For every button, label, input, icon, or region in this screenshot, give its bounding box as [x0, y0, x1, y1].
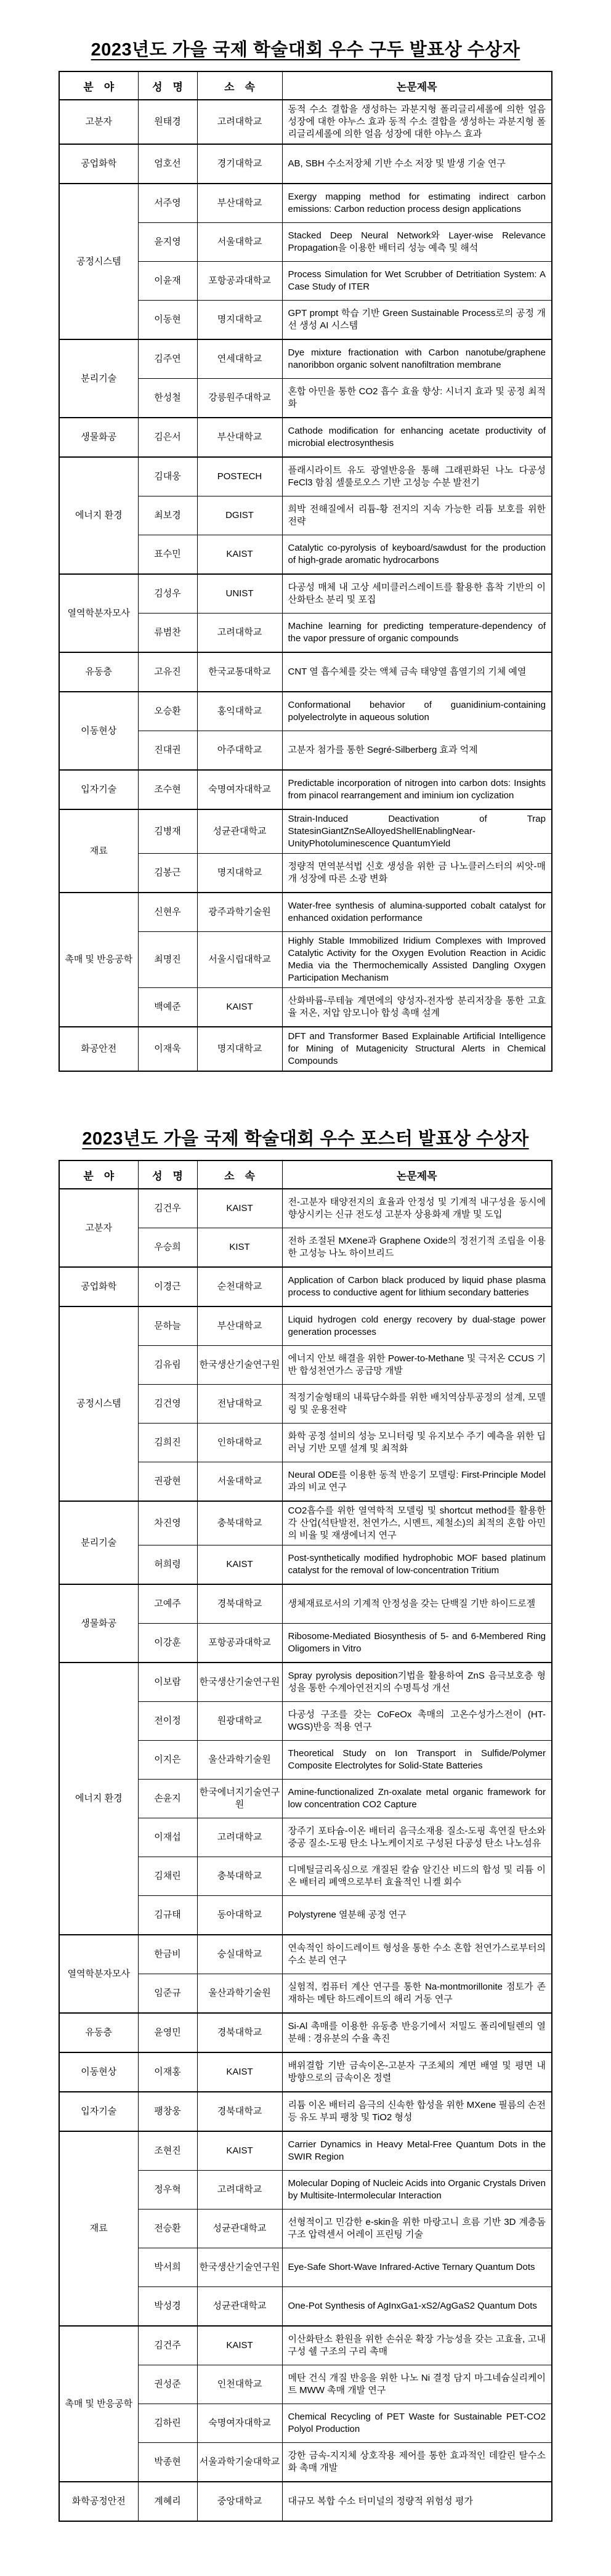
field-cell: 생물화공 — [59, 418, 138, 457]
title-cell: 실험적, 컴퓨터 계산 연구를 통한 Na-montmorillonite 점토가 존재하는 메탄 하드레이트의 해리 거동 연구 — [282, 1974, 552, 2014]
field-cell: 화학공정안전 — [59, 2482, 138, 2521]
affil-cell: 고려대학교 — [197, 2171, 282, 2209]
header-row — [59, 1160, 552, 1189]
affil-cell: 울산과학기술원 — [197, 1974, 282, 2014]
title-cell: CNT 열 흡수체를 갖는 액체 금속 태양열 흡열기의 기체 예열 — [282, 652, 552, 692]
field-cell: 유동층 — [59, 2013, 138, 2052]
name-cell: 진대권 — [138, 731, 197, 771]
name-cell: 권성준 — [138, 2365, 197, 2404]
table-row — [59, 1027, 552, 1071]
table-row — [59, 1267, 552, 1306]
affil-cell: 경북대학교 — [197, 2092, 282, 2131]
title-cell: 다공성 매체 내 고상 세미클러스레이트를 활용한 흡착 기반의 이산화탄소 분리 및 포집 — [282, 574, 552, 614]
name-cell: 류범찬 — [138, 614, 197, 653]
table-row — [59, 574, 552, 614]
name-cell: 손윤지 — [138, 1780, 197, 1818]
name-cell: 최보경 — [138, 496, 197, 535]
name-cell: 김규태 — [138, 1896, 197, 1935]
section-spacer — [0, 1072, 611, 1125]
affil-cell: KAIST — [197, 2131, 282, 2171]
title-cell: Chemical Recycling of PET Waste for Sustainable PET-CO2 Polyol Production — [282, 2404, 552, 2443]
affil-cell: 숙명여자대학교 — [197, 770, 282, 809]
affil-cell: 충북대학교 — [197, 1857, 282, 1896]
name-cell: 이동현 — [138, 301, 197, 340]
affil-cell: 포항공과대학교 — [197, 262, 282, 301]
table-row — [59, 2482, 552, 2521]
affil-cell: 전남대학교 — [197, 1385, 282, 1424]
name-cell: 최명진 — [138, 932, 197, 988]
table-row — [59, 1663, 552, 1702]
name-cell: 김건주 — [138, 2326, 197, 2365]
title-cell: 플래시라이트 유도 광열반응을 통해 그래핀화된 나노 다공성 FeCl3 함침 셀룰로오스 기반 고성능 수분 발전기 — [282, 457, 552, 496]
title-cell: AB, SBH 수소저장체 기반 수소 저장 및 발생 기술 연구 — [282, 144, 552, 184]
title-cell: DFT and Transformer Based Explainable Artificial Intelligence for Mining of Mutagenicity Structural Alerts in Chemical Compounds — [282, 1027, 552, 1071]
name-cell: 신현우 — [138, 893, 197, 932]
affil-cell: 성균관대학교 — [197, 2209, 282, 2248]
name-cell: 우승희 — [138, 1228, 197, 1268]
affil-cell: 한국생산기술연구원 — [197, 1346, 282, 1385]
title-cell: 전하 조절된 MXene과 Graphene Oxide의 정전기적 조립을 이용한 고성능 나노 하이브리드 — [282, 1228, 552, 1268]
table-body — [59, 1189, 552, 2521]
table-row — [59, 100, 552, 144]
title-cell: 생체재료로서의 기계적 안정성을 갖는 단백질 기반 하이드로젤 — [282, 1584, 552, 1624]
affil-cell: 포항공과대학교 — [197, 1624, 282, 1663]
header-row — [59, 71, 552, 100]
name-cell: 김희진 — [138, 1424, 197, 1462]
name-cell: 정우혁 — [138, 2171, 197, 2209]
name-cell: 오승환 — [138, 692, 197, 731]
affil-cell: 명지대학교 — [197, 1027, 282, 1071]
header-name: 성 명 — [138, 71, 197, 100]
title-cell: 선형적이고 민감한 e-skin을 위한 마랑고니 흐름 기반 3D 계층돔 구조 압력센서 어레이 프린팅 기술 — [282, 2209, 552, 2248]
title-cell: Post-synthetically modified hydrophobic MOF based platinum catalyst for the removal of low-concentration Tritium — [282, 1545, 552, 1585]
name-cell: 한성철 — [138, 379, 197, 418]
title-cell: 화학 공정 설비의 성능 모니터링 및 유지보수 주기 예측을 위한 딥러닝 기반 모델 설계 및 최적화 — [282, 1424, 552, 1462]
field-cell: 공정시스템 — [59, 1306, 138, 1501]
affil-cell: 강릉원주대학교 — [197, 379, 282, 418]
field-cell: 촉매 및 반응공학 — [59, 893, 138, 1027]
header-affiliation: 소 속 — [197, 1160, 282, 1189]
field-cell: 에너지 환경 — [59, 457, 138, 574]
affil-cell: KAIST — [197, 1545, 282, 1585]
affil-cell: 한국교통대학교 — [197, 652, 282, 692]
title-cell: GPT prompt 학습 기반 Green Sustainable Process로의 공정 개선 생성 AI 시스템 — [282, 301, 552, 340]
title-cell: Water-free synthesis of alumina-supported cobalt catalyst for enhanced oxidation performance — [282, 893, 552, 932]
table-row — [59, 652, 552, 692]
table-row — [59, 770, 552, 809]
affil-cell: KAIST — [197, 988, 282, 1027]
title-cell: 디메틸글리옥심으로 개질된 칼슘 알긴산 비드의 합성 및 리튬 이온 배터리 폐액으로부터 효율적인 니켈 회수 — [282, 1857, 552, 1896]
field-cell: 이동현상 — [59, 2052, 138, 2092]
field-cell: 촉매 및 반응공학 — [59, 2326, 138, 2482]
table-row — [59, 184, 552, 223]
title-cell: 전-고분자 태양전지의 효율과 안정성 및 기계적 내구성을 동시에 향상시키는 신규 전도성 고분자 상용화제 개발 및 도입 — [282, 1189, 552, 1228]
name-cell: 이재욱 — [138, 1027, 197, 1071]
name-cell: 이윤재 — [138, 262, 197, 301]
name-cell: 팽창웅 — [138, 2092, 197, 2131]
header-paper-title: 논문제목 — [282, 71, 552, 100]
field-cell: 유동층 — [59, 652, 138, 692]
title-cell: Exergy mapping method for estimating indirect carbon emissions: Carbon reduction process design applications — [282, 184, 552, 223]
affil-cell: 부산대학교 — [197, 418, 282, 457]
name-cell: 전승환 — [138, 2209, 197, 2248]
title-cell: 배위결합 기반 금속이온-고분자 구조체의 계면 배열 및 평면 내 방향으로의 금속이온 정렬 — [282, 2052, 552, 2092]
title-cell: One-Pot Synthesis of AgInxGa1-xS2/AgGaS2 Quantum Dots — [282, 2287, 552, 2327]
name-cell: 한금비 — [138, 1935, 197, 1974]
name-cell: 김채린 — [138, 1857, 197, 1896]
title-cell: Catalytic co-pyrolysis of keyboard/sawdust for the production of high-grade aromatic hydrocarbons — [282, 535, 552, 575]
name-cell: 김대웅 — [138, 457, 197, 496]
affil-cell: UNIST — [197, 574, 282, 614]
title-cell: 에너지 안보 해결을 위한 Power-to-Methane 및 극저온 CCUS 기반 합성천연가스 공급망 개발 — [282, 1346, 552, 1385]
title-cell: 다공성 구조를 갖는 CoFeOx 촉매의 고온수성가스전이 (HT-WGS)반응 적용 연구 — [282, 1702, 552, 1741]
affil-cell: 충북대학교 — [197, 1501, 282, 1545]
table-row — [59, 809, 552, 854]
name-cell: 김병재 — [138, 809, 197, 854]
title-cell: Neural ODE를 이용한 동적 반응기 모델링: First-Principle Model과의 비교 연구 — [282, 1462, 552, 1502]
name-cell: 고유진 — [138, 652, 197, 692]
name-cell: 김하린 — [138, 2404, 197, 2443]
table-row — [59, 457, 552, 496]
title-cell: 희박 전해질에서 리튬-황 전지의 지속 가능한 리튬 보호를 위한 전략 — [282, 496, 552, 535]
name-cell: 표수민 — [138, 535, 197, 575]
table-body — [59, 100, 552, 1071]
name-cell: 김건영 — [138, 1385, 197, 1424]
title-cell: Stacked Deep Neural Network와 Layer-wise Relevance Propagation을 이용한 배터리 성능 예측 및 해석 — [282, 223, 552, 262]
name-cell: 박성경 — [138, 2287, 197, 2327]
table-row — [59, 1501, 552, 1545]
affil-cell: POSTECH — [197, 457, 282, 496]
affil-cell: 명지대학교 — [197, 301, 282, 340]
affil-cell: 인천대학교 — [197, 2365, 282, 2404]
affil-cell: 홍익대학교 — [197, 692, 282, 731]
affil-cell: 서울과학기술대학교 — [197, 2443, 282, 2482]
title-cell: 장주기 포타슘-이온 배터리 음극소재용 질소-도핑 흑연질 탄소와 중공 질소-도핑 탄소 나노케이지로 구성된 다공성 탄소 나노섬유 — [282, 1818, 552, 1857]
affil-cell: 고려대학교 — [197, 614, 282, 653]
title-cell: Strain-Induced Deactivation of Trap StatesinGiantZnSeAlloyedShellEnablingNear-UnityPhotoluminescence QuantumYield — [282, 809, 552, 854]
title-cell: 대규모 복합 수소 터미널의 정량적 위험성 평가 — [282, 2482, 552, 2521]
affil-cell: 서울대학교 — [197, 223, 282, 262]
name-cell: 박종현 — [138, 2443, 197, 2482]
title-cell: 이산화탄소 환원을 위한 손쉬운 확장 가능성을 갖는 고효율, 고내구성 쉘 구조의 구리 촉매 — [282, 2326, 552, 2365]
affil-cell: 한국생산기술연구원 — [197, 2248, 282, 2287]
affil-cell: 숙명여자대학교 — [197, 2404, 282, 2443]
field-cell: 분리기술 — [59, 1501, 138, 1584]
name-cell: 김은서 — [138, 418, 197, 457]
name-cell: 윤지영 — [138, 223, 197, 262]
field-cell: 입자기술 — [59, 2092, 138, 2131]
name-cell: 김건우 — [138, 1189, 197, 1228]
title-cell: Process Simulation for Wet Scrubber of Detritiation System: A Case Study of ITER — [282, 262, 552, 301]
title-cell: 동적 수소 결합을 생성하는 과분지형 폴리글리세롤에 의한 얼음 성장에 대한 야누스 효과 동적 수소 결합을 생성하는 과분지형 폴리글리세롤에 의한 얼음 성장에 대한 야누스 효과 — [282, 100, 552, 144]
oral-awards-table — [59, 71, 552, 1072]
name-cell: 이강훈 — [138, 1624, 197, 1663]
table-row — [59, 1306, 552, 1346]
title-cell: 혼합 아민을 통한 CO2 흡수 효율 향상: 시너지 효과 및 공정 최적화 — [282, 379, 552, 418]
title-cell: Ribosome-Mediated Biosynthesis of 5- and 6-Membered Ring Oligomers in Vitro — [282, 1624, 552, 1663]
name-cell: 허희령 — [138, 1545, 197, 1585]
title-cell: 리튬 이온 배터리 음극의 신속한 합성을 위한 MXene 필름의 손전등 유도 부피 팽창 및 TiO2 형성 — [282, 2092, 552, 2131]
title-cell: Eye-Safe Short-Wave Infrared-Active Ternary Quantum Dots — [282, 2248, 552, 2287]
title-cell: CO2흡수를 위한 열역학적 모델링 및 shortcut method를 활용한 각 산업(석탄발전, 천연가스, 시멘트, 제철소)의 최적의 혼합 아민의 비율 및 재생에너지 연구 — [282, 1501, 552, 1545]
affil-cell: 성균관대학교 — [197, 2287, 282, 2327]
title-cell: Machine learning for predicting temperature-dependency of the vapor pressure of organic compounds — [282, 614, 552, 653]
affil-cell: KIST — [197, 1228, 282, 1268]
name-cell: 이경근 — [138, 1267, 197, 1306]
field-cell: 공업화학 — [59, 1267, 138, 1306]
affil-cell: 동아대학교 — [197, 1896, 282, 1935]
table-row — [59, 893, 552, 932]
field-cell: 생물화공 — [59, 1584, 138, 1663]
title-cell: 정량적 면역분석법 신호 생성을 위한 금 나노클러스터의 씨앗-매개 성장에 따른 소광 변화 — [282, 854, 552, 893]
name-cell: 전이정 — [138, 1702, 197, 1741]
affil-cell: 인하대학교 — [197, 1424, 282, 1462]
name-cell: 엄호선 — [138, 144, 197, 184]
affil-cell: 울산과학기술원 — [197, 1741, 282, 1780]
affil-cell: 숭실대학교 — [197, 1935, 282, 1974]
affil-cell: 순천대학교 — [197, 1267, 282, 1306]
name-cell: 조수현 — [138, 770, 197, 809]
title-cell: Conformational behavior of guanidinium-containing polyelectrolyte in aqueous solution — [282, 692, 552, 731]
affil-cell: 서울대학교 — [197, 1462, 282, 1502]
table-row — [59, 144, 552, 184]
field-cell: 재료 — [59, 2131, 138, 2326]
oral-awards-title: 2023년도 가을 국제 학술대회 우수 구두 발표상 수상자 — [91, 40, 520, 60]
title-cell: Liquid hydrogen cold energy recovery by dual-stage power generation processes — [282, 1306, 552, 1346]
affil-cell: 한국생산기술연구원 — [197, 1663, 282, 1702]
title-cell: Spray pyrolysis deposition기법을 활용하여 ZnS 음극보호층 형성을 통한 수계아연전지의 수명특성 개선 — [282, 1663, 552, 1702]
affil-cell: 경북대학교 — [197, 1584, 282, 1624]
name-cell: 윤영민 — [138, 2013, 197, 2052]
field-cell: 열역학분자모사 — [59, 1935, 138, 2013]
title-cell: 고분자 첨가를 통한 Segré-Silberberg 효과 억제 — [282, 731, 552, 771]
name-cell: 계혜리 — [138, 2482, 197, 2521]
field-cell: 공정시스템 — [59, 184, 138, 339]
name-cell: 이보람 — [138, 1663, 197, 1702]
title-cell: 강한 금속-지지체 상호작용 제어를 통한 효과적인 데칼린 탈수소화 촉매 개발 — [282, 2443, 552, 2482]
title-cell: Amine-functionalized Zn-oxalate metal organic framework for low concentration CO2 Capture — [282, 1780, 552, 1818]
header-name: 성 명 — [138, 1160, 197, 1189]
field-cell: 고분자 — [59, 1189, 138, 1267]
affil-cell: 원광대학교 — [197, 1702, 282, 1741]
field-cell: 화공안전 — [59, 1027, 138, 1071]
title-cell: 산화바륨-루테늄 계면에의 양성자-전자쌍 분리저장을 통한 고효율 저온, 저압 암모니아 합성 촉매 설계 — [282, 988, 552, 1027]
name-cell: 이지은 — [138, 1741, 197, 1780]
affil-cell: 성균관대학교 — [197, 809, 282, 854]
affil-cell: 아주대학교 — [197, 731, 282, 771]
header-field: 분 야 — [59, 1160, 138, 1189]
table-row — [59, 2092, 552, 2131]
name-cell: 고예주 — [138, 1584, 197, 1624]
field-cell: 분리기술 — [59, 339, 138, 418]
field-cell: 이동현상 — [59, 692, 138, 770]
name-cell: 임준규 — [138, 1974, 197, 2014]
name-cell: 박서희 — [138, 2248, 197, 2287]
table-header — [59, 1160, 552, 1189]
name-cell: 차진영 — [138, 1501, 197, 1545]
table-row — [59, 1584, 552, 1624]
table-row — [59, 2052, 552, 2092]
header-paper-title: 논문제목 — [282, 1160, 552, 1189]
affil-cell: 명지대학교 — [197, 854, 282, 893]
table-row — [59, 2131, 552, 2171]
title-cell: 적정기술형태의 내륙담수화를 위한 배치역삼투공정의 설계, 모델링 및 운용전략 — [282, 1385, 552, 1424]
title-cell: 연속적인 하이드레이트 형성을 통한 수소 혼합 천연가스로부터의 수소 분리 연구 — [282, 1935, 552, 1974]
field-cell: 재료 — [59, 809, 138, 893]
header-field: 분 야 — [59, 71, 138, 100]
title-cell: Dye mixture fractionation with Carbon nanotube/graphene nanoribbon organic solvent nanofiltration membrane — [282, 339, 552, 379]
name-cell: 이재섭 — [138, 1818, 197, 1857]
name-cell: 원태경 — [138, 100, 197, 144]
title-cell: Cathode modification for enhancing acetate productivity of microbial electrosynthesis — [282, 418, 552, 457]
title-cell: Carrier Dynamics in Heavy Metal-Free Quantum Dots in the SWIR Region — [282, 2131, 552, 2171]
name-cell: 이재홍 — [138, 2052, 197, 2092]
table-header — [59, 71, 552, 100]
name-cell: 김유림 — [138, 1346, 197, 1385]
name-cell: 김성우 — [138, 574, 197, 614]
table-row — [59, 692, 552, 731]
name-cell: 문하늘 — [138, 1306, 197, 1346]
field-cell: 열역학분자모사 — [59, 574, 138, 652]
field-cell: 공업화학 — [59, 144, 138, 184]
affil-cell: KAIST — [197, 1189, 282, 1228]
header-affiliation: 소 속 — [197, 71, 282, 100]
name-cell: 권광현 — [138, 1462, 197, 1502]
title-cell: Si-Al 촉매를 이용한 유동층 반응기에서 저밀도 폴리에틸렌의 열분해 : 경유분의 수율 촉진 — [282, 2013, 552, 2052]
affil-cell: 고려대학교 — [197, 100, 282, 144]
table-row — [59, 2013, 552, 2052]
affil-cell: KAIST — [197, 2052, 282, 2092]
title-cell: 메탄 건식 개질 반응을 위한 나노 Ni 결정 담지 마그네슘실리케이트 MWW 촉매 개발 연구 — [282, 2365, 552, 2404]
title-cell: Molecular Doping of Nucleic Acids into Organic Crystals Driven by Multisite-Intermolecular Interaction — [282, 2171, 552, 2209]
affil-cell: 부산대학교 — [197, 1306, 282, 1346]
table-row — [59, 1935, 552, 1974]
table-row — [59, 339, 552, 379]
affil-cell: 연세대학교 — [197, 339, 282, 379]
affil-cell: KAIST — [197, 535, 282, 575]
affil-cell: 경북대학교 — [197, 2013, 282, 2052]
affil-cell: 광주과학기술원 — [197, 893, 282, 932]
title-cell: Theoretical Study on Ion Transport in Sulfide/Polymer Composite Electrolytes for Solid-State Batteries — [282, 1741, 552, 1780]
name-cell: 조현진 — [138, 2131, 197, 2171]
poster-awards-title: 2023년도 가을 국제 학술대회 우수 포스터 발표상 수상자 — [82, 1129, 529, 1149]
name-cell: 김봉근 — [138, 854, 197, 893]
name-cell: 백예준 — [138, 988, 197, 1027]
affil-cell: 한국에너지기술연구원 — [197, 1780, 282, 1818]
field-cell: 입자기술 — [59, 770, 138, 809]
name-cell: 김주연 — [138, 339, 197, 379]
affil-cell: 서울시립대학교 — [197, 932, 282, 988]
title-cell: Application of Carbon black produced by liquid phase plasma process to conductive agent for lithium secondary batteries — [282, 1267, 552, 1306]
table-row — [59, 418, 552, 457]
affil-cell: 경기대학교 — [197, 144, 282, 184]
field-cell: 고분자 — [59, 100, 138, 144]
field-cell: 에너지 환경 — [59, 1663, 138, 1935]
affil-cell: DGIST — [197, 496, 282, 535]
table-row — [59, 2326, 552, 2365]
affil-cell: 중앙대학교 — [197, 2482, 282, 2521]
affil-cell: 고려대학교 — [197, 1818, 282, 1857]
poster-awards-table — [59, 1160, 552, 2522]
name-cell: 서주영 — [138, 184, 197, 223]
title-cell: Polystyrene 열분해 공정 연구 — [282, 1896, 552, 1935]
title-cell: Highly Stable Immobilized Iridium Complexes with Improved Catalytic Activity for the Oxygen Evolution Reaction in Acidic Media via the Thermochemically Assisted Dangling Oxygen Participation Mechanism — [282, 932, 552, 988]
affil-cell: KAIST — [197, 2326, 282, 2365]
table-row — [59, 1189, 552, 1228]
title-cell: Predictable incorporation of nitrogen into carbon dots: Insights from pinacol rearrangement and iminium ion cyclization — [282, 770, 552, 809]
affil-cell: 부산대학교 — [197, 184, 282, 223]
